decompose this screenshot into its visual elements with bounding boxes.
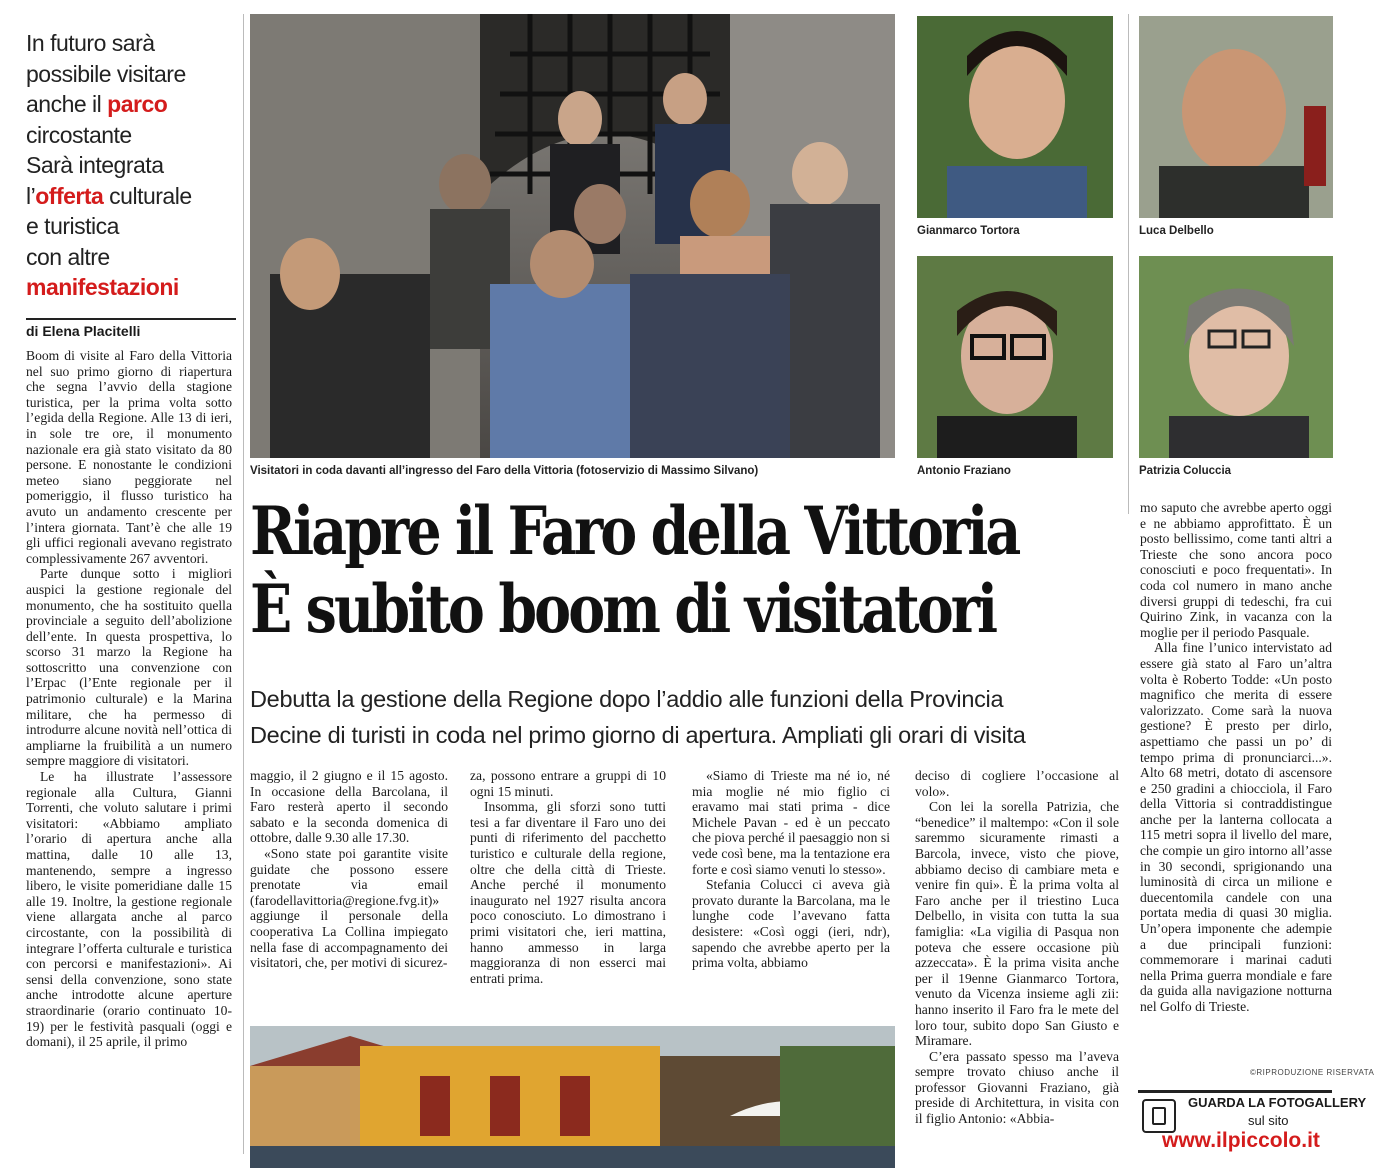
article-column-3 <box>470 768 666 996</box>
quote-text: e turistica <box>26 213 119 239</box>
promo-subtitle: sul sito <box>1248 1113 1289 1128</box>
portrait-caption-1: Gianmarco Tortora <box>917 225 1020 237</box>
pull-quote <box>26 28 236 303</box>
article-column-1 <box>26 348 232 1158</box>
headline <box>250 492 1019 648</box>
quote-text: culturale <box>103 182 192 209</box>
main-photo-caption: Visitatori in coda davanti all’ingresso del Faro della Vittoria (fotoservizio di Massimo Silvano) <box>250 465 759 477</box>
article-column-2 <box>250 768 448 996</box>
paragraph: maggio, il 2 giugno e il 15 agosto. In occasione della Barcolana, il Faro resterà aperto il secondo sabato e la seconda domenica di ottobre, dalle 9.30 alle 17.30. <box>250 768 448 846</box>
quote-text: possibile visitare <box>26 60 186 87</box>
paragraph: Alla fine l’unico intervistato ad essere già stato al Faro un’altra volta è Roberto Todde: «Un posto magnifico che merita di essere valorizzato. Come sarà la nuova gestione? È presto per dirlo, aspettiamo che passi un po’ di tempo prima di pronunciarci...». Alto 68 metri, dotato di ascensore e 250 gradini a chiocciola, il Faro della Vittoria si contraddistingue anche per la lanterna collocata a 115 metri sopra il livello del mare, che compie un giro intorno all’asse in 30 secondi, sprigionando una luminosità di circa un milione e duecentomila candele con una portata media di quasi 30 miglia. Un’opera imponente che adempie a due principali funzioni: commemorare i marinai caduti nella Prima guerra mondiale e fare da guida alla navigazione notturna nel Golfo di Trieste. <box>1140 640 1332 1014</box>
headline-line-1: Riapre il Faro della Vittoria <box>250 492 1019 570</box>
promo-title: GUARDA LA FOTOGALLERY <box>1188 1095 1367 1110</box>
portrait-caption-3: Antonio Fraziano <box>917 465 1011 477</box>
portrait-photo-4 <box>1139 256 1333 458</box>
quote-highlight: parco <box>107 91 168 117</box>
quote-text: l’ <box>26 182 36 209</box>
promo-url-link[interactable]: www.ilpiccolo.it <box>1162 1129 1320 1152</box>
paragraph: Con lei la sorella Patrizia, che “benedice” il maltempo: «Con il sole saremmo sicuramente rimasti a Barcola, invece, visto che piove, abbiamo deciso di cambiare meta e venire fin qui». È la prima volta al Faro anche per il triestino Luca Delbello, in visita con tutta la sua famiglia: «La vigilia di Pasqua non poteva che essere occasione più azzeccata». È la prima visita anche per il 19enne Gianmarco Tortora, venuto da Vicenza insieme agli zii: hanno inserito il Faro fra le mete del loro tour, subito dopo San Giusto e Miramare. <box>915 799 1119 1049</box>
column-divider <box>243 14 244 1154</box>
quote-text: con altre <box>26 243 110 270</box>
paragraph: deciso di cogliere l’occasione al volo». <box>915 768 1119 799</box>
fotogallery-promo[interactable] <box>1138 1090 1367 1157</box>
camera-icon <box>1142 1099 1176 1133</box>
paragraph: C’era passato spesso ma l’aveva sempre trovato chiuso anche il professor Giovanni Fraziano, già preside di Architettura, in visita con il figlio Antonio: «Abbia- <box>915 1048 1119 1127</box>
paragraph: Stefania Colucci ci aveva già provato durante la Barcolana, ma le lunghe code l’avevano fatta desistere: «Così oggi (ieri, ndr), sapendo che avrebbe aperto per la prima volta, abbiamo <box>692 877 890 971</box>
quote-highlight: offerta <box>35 182 104 209</box>
main-photo <box>250 14 895 458</box>
article-column-5 <box>915 768 1119 1158</box>
headline-line-2: È subito boom di visitatori <box>250 570 996 648</box>
paragraph: mo saputo che avrebbe aperto oggi e ne abbiamo approfittato. È un posto bellissimo, come tanti altri a Trieste che sono ancora poco conosciuti e poco frequentati». In coda col numero in mano anche diversi gruppi di tedeschi, fra cui Quirino Zink, in vacanza con la moglie per il periodo Pasquale. <box>1140 500 1332 640</box>
paragraph: Parte dunque sotto i migliori auspici la gestione regionale del monumento, che ha sostituito quella provinciale a seguito dell’abolizione dell’ente. In questa prospettiva, lo scorso 31 marzo la Regione ha sottoscritto una convenzione con l’Erpac (l’Ente regionale per il patrimonio culturale) e la Marina militare, che ha permesso di introdurre alcune novità nell’ottica di ampliarne la fruibilità a un numero sempre maggiore di visitatori. <box>26 566 232 769</box>
quote-text: Sarà integrata <box>26 152 164 178</box>
subheadline-line-1: Debutta la gestione della Regione dopo l’addio alle funzioni della Provincia <box>250 686 1004 712</box>
portrait-photo-2 <box>1139 16 1333 218</box>
portrait-caption-2: Luca Delbello <box>1139 225 1214 237</box>
paragraph: «Siamo di Trieste ma né io, né mia moglie né mio figlio ci eravamo mai stati prima - dice Michele Pavan - ed è un peccato che piova perché il paesaggio non si vede così bene, ma la tentazione era forte e così siamo venuti lo stesso». <box>692 768 890 877</box>
byline: di Elena Placitelli <box>26 318 236 339</box>
paragraph: za, possono entrare a gruppi di 10 ogni 15 minuti. <box>470 768 666 799</box>
quote-text: In futuro sarà <box>26 30 155 56</box>
quote-highlight: manifestazioni <box>26 274 179 300</box>
quote-text: anche il <box>26 91 108 117</box>
paragraph: Boom di visite al Faro della Vittoria nel suo primo giorno di riapertura che segna l’avvio della stagione turistica, per la prima volta sotto l’egida della Regione. Alle 13 di ieri, in sole tre ore, il monumento nazionale era già stato visitato da 80 persone. E nonostante le condizioni meteo siano peggiorate nel pomeriggio, il flusso turistico ha avuto un andamento crescente per l’intera giornata. Tant’è che alle 19 gli uffici regionali avevano registrato complessivamente 267 avventori. <box>26 348 232 566</box>
paragraph: Le ha illustrate l’assessore regionale alla Cultura, Gianni Torrenti, che voluto salutare i primi visitatori: «Abbiamo ampliato l’orario di apertura anche alla mattina, dalle 10 alle 13, mantenendo, sempre a ingresso libero, le visite pomeridiane dalle 15 alle 19. Inoltre, la gestione regionale viene allargata anche al parco circostante, con la possibilità di integrare l’offerta culturale e turistica con percorsi e manifestazioni». Ai sensi della convenzione, sono state anche introdotte alcune aperture straordinarie (orario continuato 10-19) per le festività pasquali (oggi e domani), il 25 aprile, il primo <box>26 769 232 1050</box>
subheadline-line-2: Decine di turisti in coda nel primo giorno di apertura. Ampliati gli orari di visita <box>250 722 1026 748</box>
column-divider <box>1128 14 1129 514</box>
paragraph: Insomma, gli sforzi sono tutti tesi a far diventare il Faro uno dei punti di riferimento del pacchetto turistico e culturale della regione, oltre che della città di Trieste. Anche perché il monumento inaugurato nel 1927 risulta ancora poco conosciuto. Lo dimostrano i primi visitatori che, ieri mattina, hanno ammesso in larga maggioranza di non esserci mai entrati prima. <box>470 799 666 986</box>
portrait-caption-4: Patrizia Coluccia <box>1139 465 1232 477</box>
portrait-photo-1 <box>917 16 1113 218</box>
article-column-6 <box>1140 500 1332 1060</box>
quote-text: circostante <box>26 121 132 148</box>
paragraph: «Sono state poi garantite visite guidate che possono essere prenotate via email (farodellavittoria@regione.fvg.it)» aggiunge il personale della cooperativa La Collina impiegato nella fase di accompagnamento dei visitatori, che, per motivi di sicurez- <box>250 845 448 971</box>
portrait-photo-3 <box>917 256 1113 458</box>
copyright-note: ©RIPRODUZIONE RISERVATA <box>1250 1068 1375 1077</box>
article-column-4 <box>692 768 890 996</box>
bottom-photo <box>250 1026 895 1168</box>
